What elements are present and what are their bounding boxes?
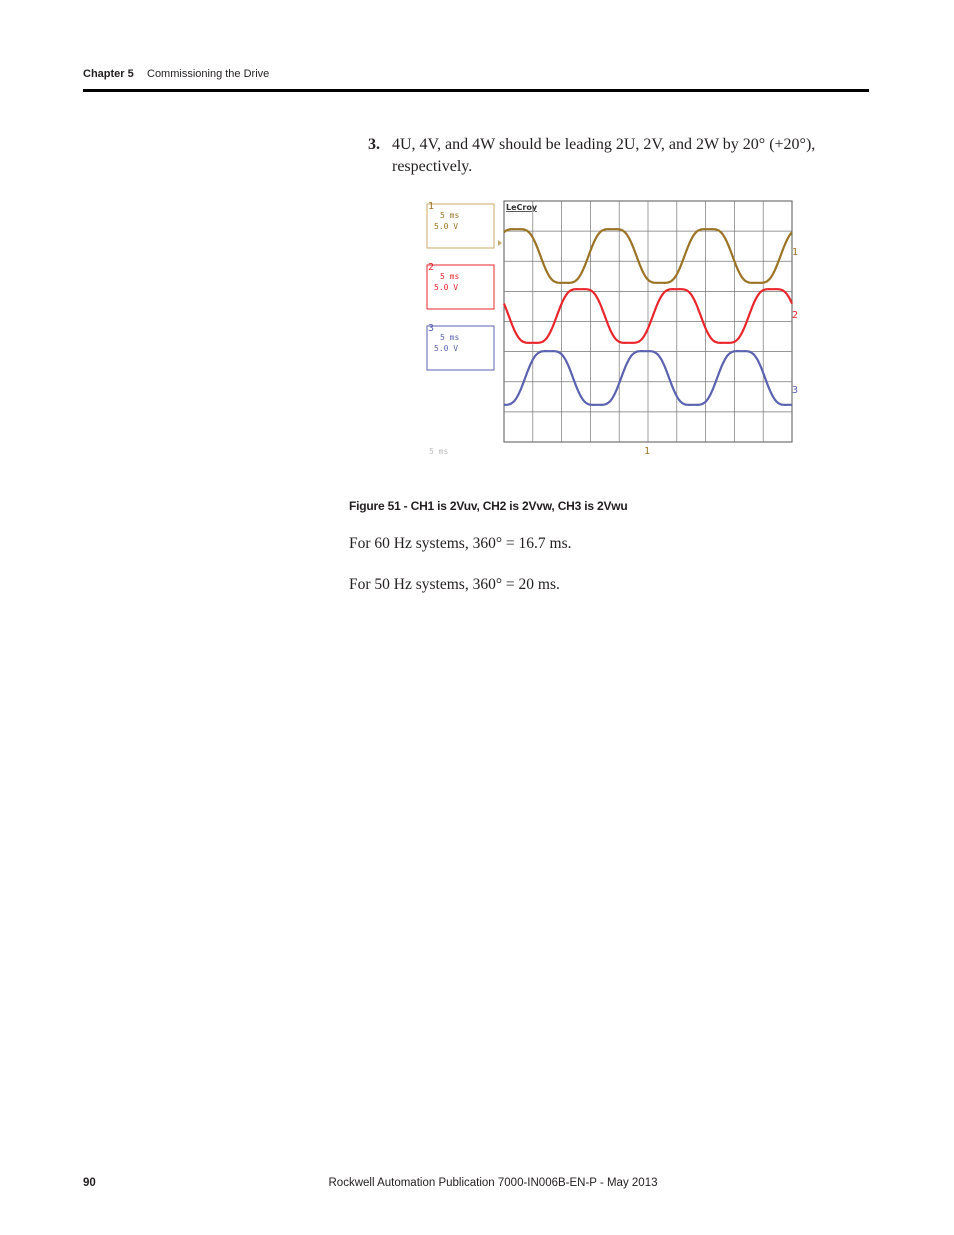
step-text: 4U, 4V, and 4W should be leading 2U, 2V, and 2W by 20° (+20°), respectively. [392, 136, 816, 175]
bottom-timebase: 5 ms [429, 447, 449, 456]
channel-1-pointer-icon [498, 240, 502, 246]
channel-box-2 [427, 262, 494, 309]
oscilloscope-figure [420, 195, 800, 460]
footer-publication: Rockwell Automation Publication 7000-IN006B-EN-P - May 2013 [328, 1177, 658, 1189]
step-number: 3. [368, 136, 380, 153]
right-marker-1: 1 [792, 247, 799, 258]
right-marker-2: 2 [792, 310, 799, 321]
trigger-marker: 1 [644, 446, 651, 457]
channel-1-timebase: 5 ms [440, 211, 460, 220]
channel-box-1 [427, 201, 502, 248]
channel-1-id: 1 [428, 201, 435, 212]
header-rule [83, 89, 869, 92]
header-chapter: Chapter 5 [83, 68, 134, 80]
figure-caption: Figure 51 - CH1 is 2Vuv, CH2 is 2Vvw, CH3 is 2Vwu [349, 499, 628, 513]
header-title: Commissioning the Drive [147, 68, 270, 80]
scope-brand: LeCroy [506, 203, 538, 212]
footer-page-number: 90 [83, 1177, 96, 1189]
channel-box-3 [427, 323, 494, 370]
channel-3-volts: 5.0 V [434, 344, 459, 353]
right-marker-3: 3 [792, 385, 799, 396]
channel-2-timebase: 5 ms [440, 272, 460, 281]
channel-2-volts: 5.0 V [434, 283, 459, 292]
body-line-50hz: For 50 Hz systems, 360° = 20 ms. [349, 576, 560, 593]
channel-1-volts: 5.0 V [434, 222, 459, 231]
body-line-60hz: For 60 Hz systems, 360° = 16.7 ms. [349, 535, 572, 552]
channel-2-id: 2 [428, 262, 435, 273]
channel-3-timebase: 5 ms [440, 333, 460, 342]
channel-3-id: 3 [428, 323, 435, 334]
